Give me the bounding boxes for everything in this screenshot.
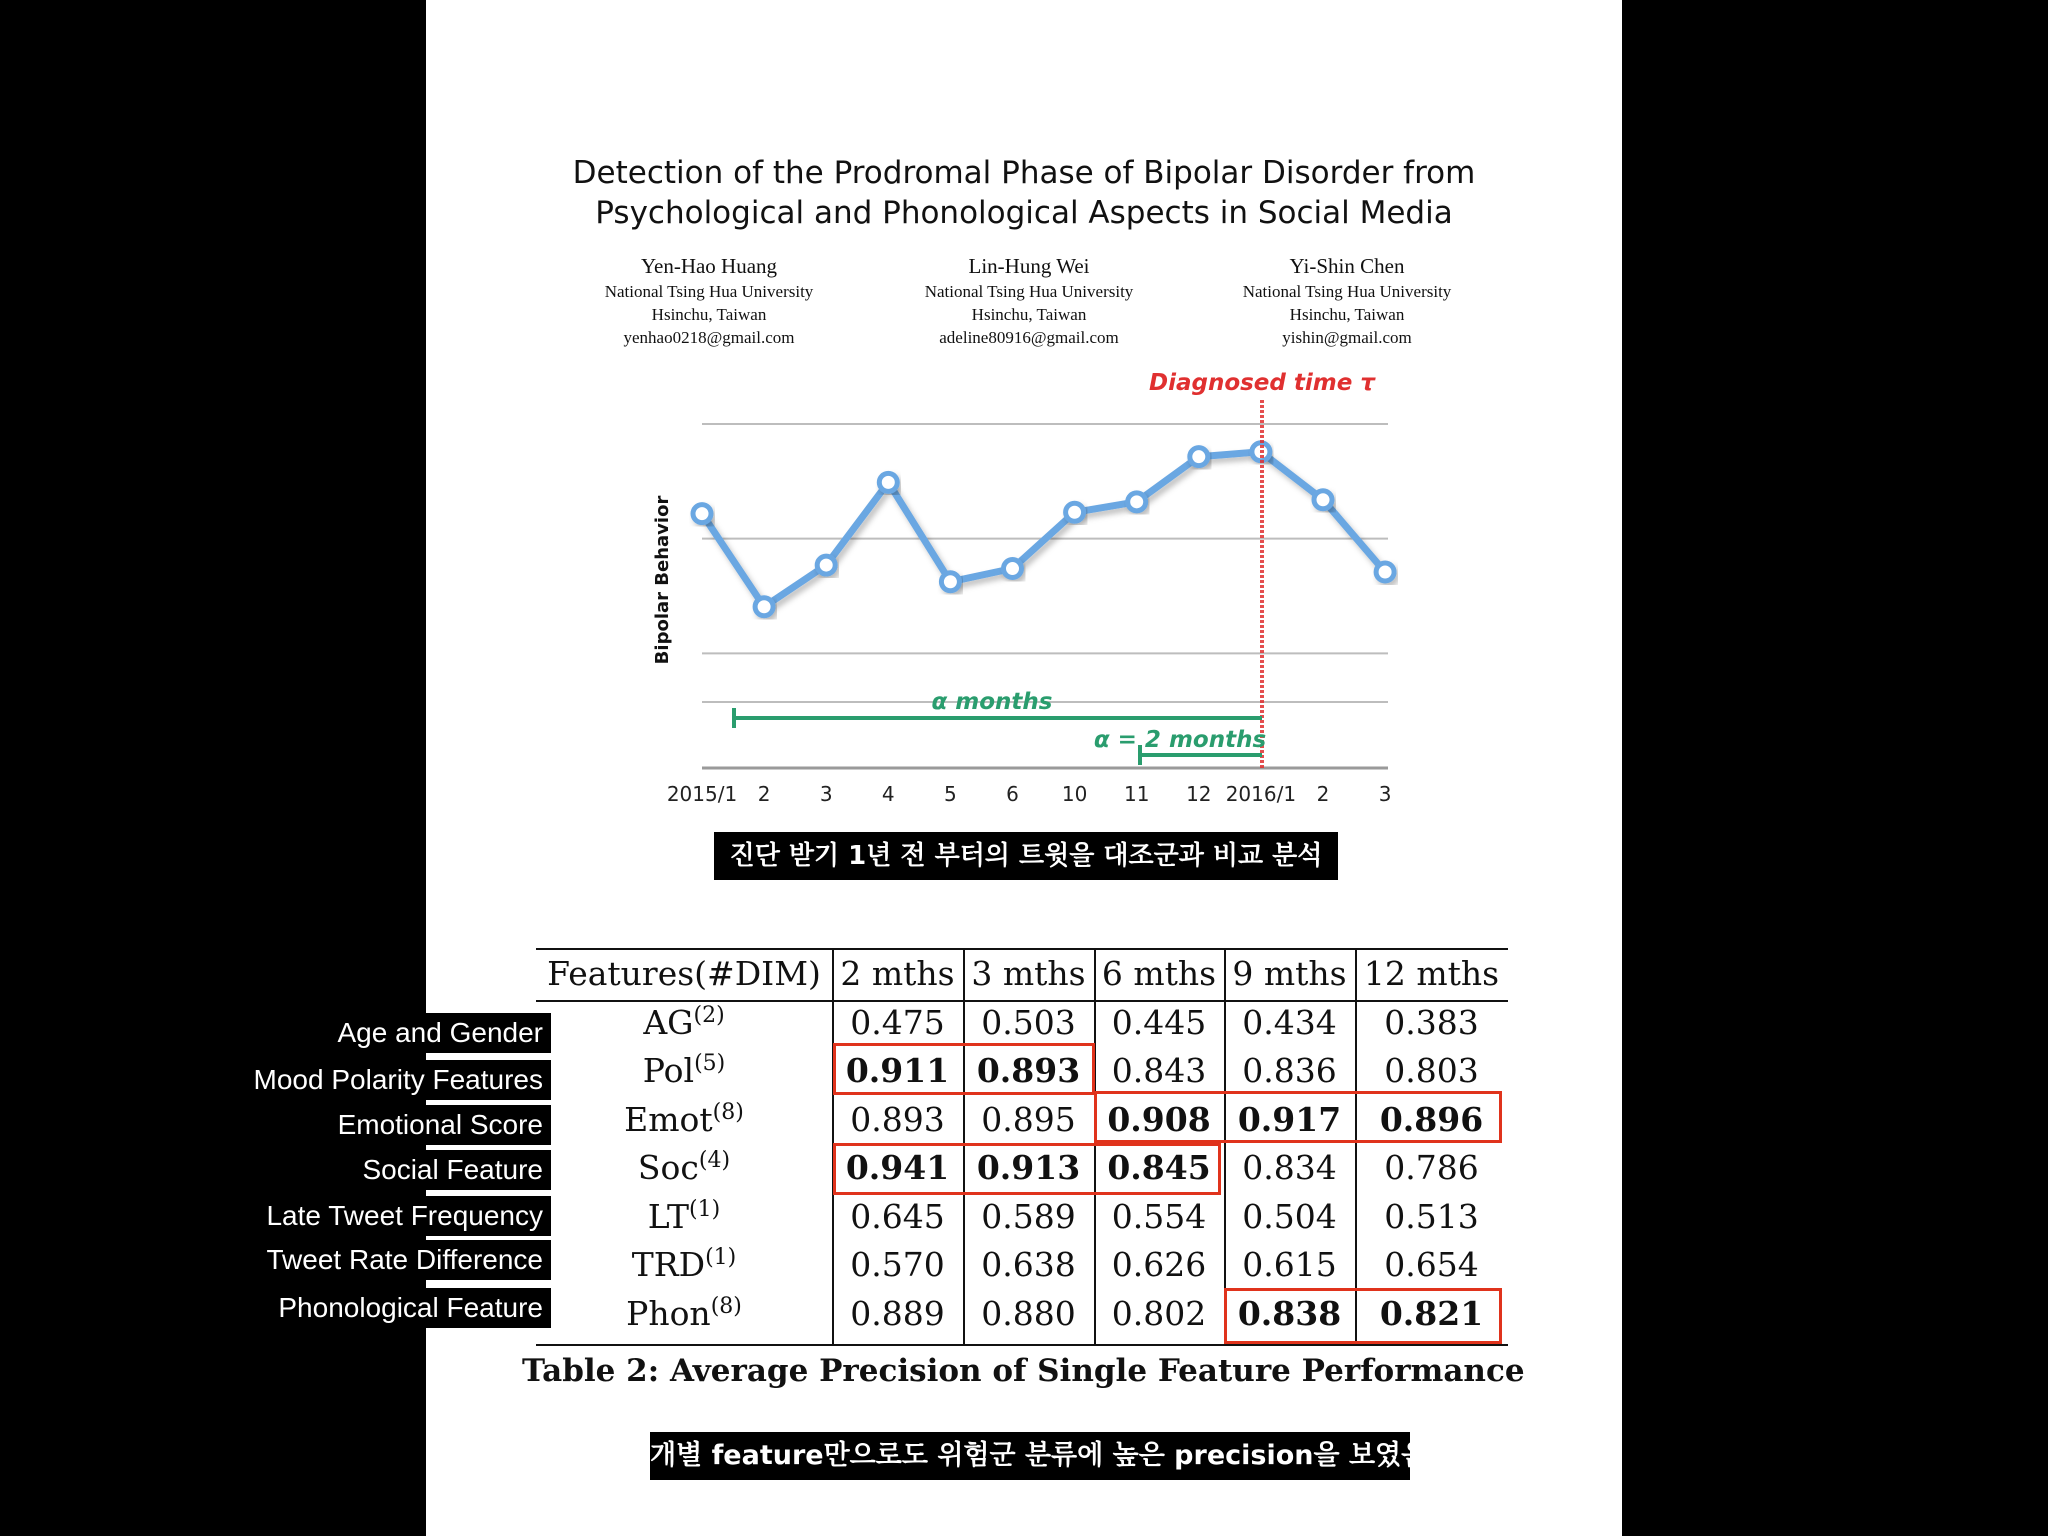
table-value-cell: 0.941	[845, 1148, 950, 1187]
table-header-cell: 3 mths	[971, 954, 1086, 993]
table-value-cell: 0.911	[845, 1051, 950, 1090]
x-tick-label: 11	[1123, 782, 1150, 806]
feature-abbrev: Soc	[637, 1148, 699, 1187]
table-value-cell: 0.893	[976, 1051, 1081, 1090]
table-value-cell: 0.802	[1111, 1294, 1207, 1333]
table-value-cell: 0.383	[1384, 1003, 1479, 1042]
feature-dim: (8)	[712, 1100, 744, 1125]
feature-abbrev: TRD	[631, 1245, 706, 1284]
feature-name-cell	[536, 1148, 832, 1188]
alpha-2-months-label: α = 2 months	[1093, 727, 1267, 753]
feature-name-cell	[536, 1100, 832, 1140]
table-value-cell: 0.895	[981, 1100, 1076, 1139]
table-value-cell: 0.889	[850, 1294, 945, 1333]
diagnosed-time-label: Diagnosed time τ	[1148, 370, 1376, 396]
feature-abbrev: Emot	[624, 1100, 713, 1139]
data-point	[1066, 503, 1084, 521]
data-point	[1376, 563, 1394, 581]
feature-abbrev: Phon	[626, 1294, 711, 1333]
highlight-box	[833, 1043, 1095, 1095]
table-value-cell: 0.554	[1111, 1197, 1207, 1236]
data-point	[693, 505, 711, 523]
feature-abbrev: LT	[647, 1197, 690, 1236]
table-value-cell: 0.843	[1111, 1051, 1207, 1090]
feature-dim: (2)	[693, 1003, 725, 1028]
table-header-cell: 12 mths	[1363, 954, 1500, 993]
data-point	[1314, 491, 1332, 509]
table-caption: Table 2: Average Precision of Single Feature Performance	[522, 1353, 1525, 1389]
data-point	[941, 573, 959, 591]
table-korean-caption: 개별 feature만으로도 위험군 분류에 높은 precision을 보였음	[650, 1432, 1410, 1480]
chart-x-ticks	[667, 782, 1392, 806]
table-value-cell: 0.654	[1384, 1245, 1479, 1284]
x-tick-label: 12	[1186, 782, 1212, 806]
table-value-cell: 0.893	[850, 1100, 945, 1139]
author-location: Hsinchu, Taiwan	[971, 305, 1087, 324]
table-header-cell: 6 mths	[1101, 954, 1217, 993]
highlight-box	[1224, 1288, 1502, 1344]
feature-name-cell	[536, 1051, 832, 1091]
table-value-cell: 0.803	[1384, 1051, 1479, 1090]
table-value-cell: 0.834	[1242, 1148, 1337, 1187]
feature-dim: (8)	[710, 1294, 742, 1319]
feature-description-label: Emotional Score	[330, 1105, 551, 1145]
author-email: yishin@gmail.com	[1282, 328, 1412, 347]
feature-abbrev: Pol	[642, 1051, 695, 1090]
x-tick-label: 3	[819, 782, 833, 806]
feature-description-label: Social Feature	[354, 1150, 551, 1190]
chart-y-label: Bipolar Behavior	[652, 495, 673, 665]
x-tick-label: 2	[1316, 782, 1330, 806]
table-value-cell: 0.908	[1107, 1100, 1211, 1139]
data-point	[1190, 448, 1208, 466]
table-rule-header	[536, 1000, 1508, 1002]
table-value-cell: 0.445	[1111, 1003, 1207, 1042]
table-value-cell: 0.645	[850, 1197, 945, 1236]
table-header-cell: Features(#DIM)	[547, 954, 821, 993]
results-table	[536, 948, 1508, 1346]
feature-name-cell	[536, 1197, 832, 1237]
table-value-cell: 0.513	[1384, 1197, 1479, 1236]
paper-title-line1: Detection of the Prodromal Phase of Bipolar Disorder from	[572, 155, 1476, 191]
feature-name-cell	[536, 1003, 832, 1043]
data-point	[879, 473, 897, 491]
author-affiliation: National Tsing Hua University	[1242, 282, 1452, 301]
table-value-cell: 0.638	[981, 1245, 1076, 1284]
x-tick-label: 4	[881, 782, 895, 806]
author-email: adeline80916@gmail.com	[939, 328, 1119, 347]
x-tick-label: 3	[1378, 782, 1392, 806]
data-point	[1128, 493, 1146, 511]
table-value-cell: 0.838	[1237, 1294, 1342, 1333]
data-point	[817, 556, 835, 574]
paper-title-line2: Psychological and Phonological Aspects in Social Media	[595, 195, 1453, 231]
highlight-box	[833, 1143, 1221, 1195]
x-tick-label: 6	[1006, 782, 1019, 806]
table-value-cell: 0.896	[1379, 1100, 1484, 1139]
x-tick-label: 2	[757, 782, 771, 806]
author-affiliation: National Tsing Hua University	[604, 282, 814, 301]
table-value-cell: 0.434	[1242, 1003, 1337, 1042]
series-line	[702, 452, 1385, 607]
feature-description-label: Mood Polarity Features	[246, 1060, 551, 1100]
table-value-cell: 0.475	[850, 1003, 945, 1042]
author-affiliation: National Tsing Hua University	[924, 282, 1134, 301]
x-tick-label: 2016/1	[1225, 782, 1297, 806]
x-tick-label: 2015/1	[666, 782, 738, 806]
table-value-cell: 0.913	[976, 1148, 1081, 1187]
feature-description-label: Phonological Feature	[270, 1288, 551, 1328]
feature-dim: (1)	[705, 1245, 737, 1270]
chart-korean-caption: 진단 받기 1년 전 부터의 트윗을 대조군과 비교 분석	[714, 832, 1338, 880]
author-location: Hsinchu, Taiwan	[651, 305, 767, 324]
table-value-cell: 0.626	[1111, 1245, 1207, 1284]
x-tick-label: 5	[944, 782, 957, 806]
author-name: Yen-Hao Huang	[640, 254, 778, 278]
table-value-cell: 0.917	[1237, 1100, 1342, 1139]
data-point	[1004, 560, 1022, 578]
feature-name-cell	[536, 1245, 832, 1285]
feature-abbrev: AG	[643, 1003, 694, 1042]
feature-dim: (4)	[698, 1148, 731, 1173]
author-location: Hsinchu, Taiwan	[1289, 305, 1405, 324]
table-value-cell: 0.615	[1242, 1245, 1337, 1284]
feature-dim: (1)	[689, 1197, 721, 1222]
table-value-cell: 0.836	[1242, 1051, 1337, 1090]
table-rule-top	[536, 948, 1508, 950]
table-value-cell: 0.786	[1384, 1148, 1479, 1187]
author-email: yenhao0218@gmail.com	[623, 328, 795, 347]
alpha-months-label: α months	[931, 689, 1053, 715]
author-name: Yi-Shin Chen	[1289, 254, 1405, 278]
table-value-cell: 0.504	[1242, 1197, 1337, 1236]
table-value-cell: 0.570	[850, 1245, 945, 1284]
table-header-cell: 9 mths	[1232, 954, 1347, 993]
table-value-cell: 0.503	[981, 1003, 1076, 1042]
table-value-cell: 0.821	[1379, 1294, 1484, 1333]
chart-series	[693, 443, 1394, 616]
x-tick-label: 10	[1061, 782, 1088, 806]
data-point	[755, 598, 773, 616]
table-value-cell: 0.589	[981, 1197, 1076, 1236]
table-rule-bottom	[536, 1344, 1508, 1346]
table-header-cell: 2 mths	[840, 954, 955, 993]
highlight-box	[1094, 1091, 1502, 1143]
feature-description-label: Late Tweet Frequency	[258, 1196, 551, 1236]
feature-dim: (5)	[694, 1051, 726, 1076]
feature-name-cell	[536, 1294, 832, 1334]
author-name: Lin-Hung Wei	[968, 254, 1090, 278]
feature-description-label: Tweet Rate Difference	[258, 1240, 551, 1280]
feature-description-label: Age and Gender	[330, 1013, 552, 1053]
table-value-cell: 0.880	[981, 1294, 1076, 1333]
table-value-cell: 0.845	[1107, 1148, 1211, 1187]
